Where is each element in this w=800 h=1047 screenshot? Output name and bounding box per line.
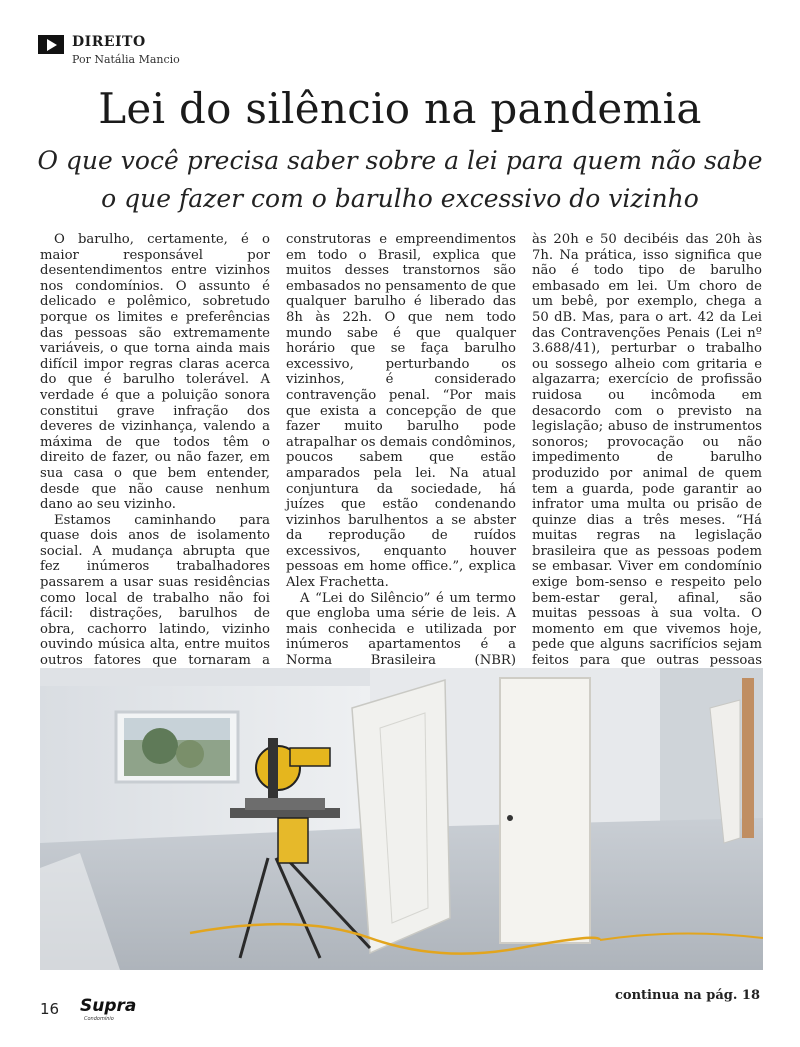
article-column-3 <box>532 232 762 731</box>
paragraph: O barulho, certamente, é o maior responsável por desentendimentos entre vizinhos nos condomínios. O assunto é delicado e polêmico, sobretudo porque os limites e preferências das pessoas são extremamente variáveis, o que torna ainda mais difícil impor regras claras acerca do que é barulho tolerável. A verdade é que a poluição sonora constitui grave infração dos deveres de vizinhança, valendo a máxima de que todos têm o direito de fazer, ou não fazer, em sua casa o que bem entender, desde que não cause nenhum dano ao seu vizinho. <box>40 232 270 513</box>
magazine-logo: Supra <box>80 996 137 1016</box>
article-photo <box>40 668 763 970</box>
paragraph: A “Lei do Silêncio” é um termo que engloba uma série de leis. A mais conhecida e utilizada por inúmeros apartamentos é a Norma Brasileira (NBR) <box>286 590 516 669</box>
paragraph: Estamos caminhando para quase dois anos de isolamento social. A mudança abrupta que fez inúmeros trabalhadores passarem a usar suas residências como local de trabalho não foi fácil: distrações, barulhos de obra, cachorro latindo, vizinho ouvindo música alta, entre muitos outros fatores que tornaram a <box>40 512 270 669</box>
construction-room-image <box>40 668 763 970</box>
paragraph: às 20h e 50 decibéis das 20h às 7h. Na prática, isso significa que não é todo tipo de barulho embasado em lei. Um choro de um bebê, por exemplo, chega a 50 dB. Mas, para o art. 42 da Lei das Contravenções Penais (Lei nº 3.688/41), perturbar o trabalho ou sossego alheio com gritaria e algazarra; exercício de profissão ruidosa ou incômoda em desacordo com o previsto na legislação; abuso de instrumentos sonoros; provocação ou não impedimento de barulho produzido por animal de quem tem a guarda, pode garantir ao infrator uma multa ou prisão de quinze dias a três meses. “Há muitas regras na legislação brasileira que as pessoas podem se embasar. Viver em condomínio exige bom-senso e respeito pelo bem-estar geral, afinal, são muitas pessoas à sua volta. O momento em que vivemos hoje, pede que alguns sacrifícios sejam feitos para que outras pessoas <box>532 232 762 669</box>
article-title: Lei do silêncio na pandemia <box>98 84 702 133</box>
page-number: 16 <box>40 1000 60 1018</box>
article-subtitle: O que você precisa saber sobre a lei para quem não sabe o que fazer com o barulho excessivo do vizinho <box>37 146 763 213</box>
byline: Por Natália Mancio <box>72 53 180 66</box>
continued-note: continua na pág. 18 <box>615 988 760 1003</box>
section-label: DIREITO <box>72 34 146 50</box>
magazine-logo-subtitle: Condomínio <box>84 1016 114 1022</box>
play-icon <box>38 35 64 54</box>
paragraph: construtoras e empreendimentos em todo o Brasil, explica que muitos desses transtornos são embasados no pensamento de que qualquer barulho é liberado das 8h às 22h. O que nem todo mundo sabe é que qualquer horário que se faça barulho excessivo, perturbando os vizinhos, é considerado contravenção penal. “Por mais que exista a concepção de que fazer muito barulho pode atrapalhar os demais condôminos, poucos sabem que estão amparados pela lei. Na atual conjuntura da sociedade, há juízes que estão condenando vizinhos barulhentos a se abster da reprodução de ruídos excessivos, enquanto houver pessoas em home office.”, explica Alex Frachetta. <box>286 232 516 591</box>
